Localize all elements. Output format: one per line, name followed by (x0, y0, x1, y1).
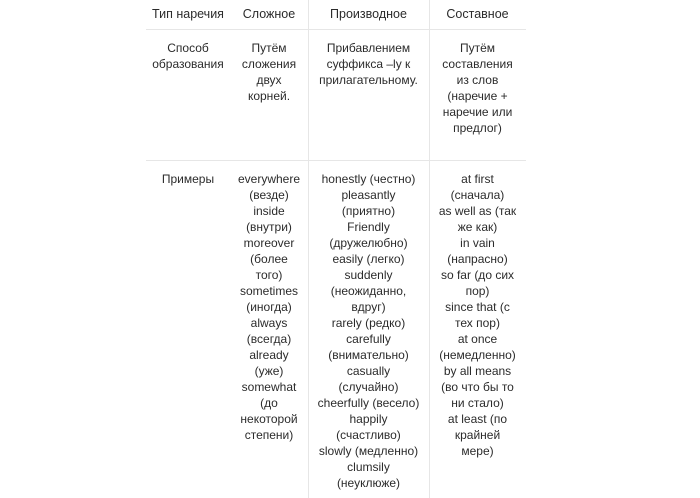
adverb-types-table (146, 0, 526, 498)
derivative-examples: honestly (честно) pleasantly (приятно) Friendly (дружелюбно) easily (легко) suddenly (неожиданно, вдруг) rarely (редко) carefully (внимательно) casually (случайно) cheerfully (весело) happily (счастливо) slowly (медленно) clumsily (неуклюже) (317, 172, 420, 490)
composite-examples: at first (сначала) as well as (так же как) in vain (напрасно) so far (до сих пор) since that (с тех пор) at once (немедленно) by all means (во что бы то ни стало) at least (по крайней мере) (438, 172, 517, 458)
header-compound: Сложное (242, 7, 296, 21)
compound-examples: everywhere (везде) inside (внутри) moreover (более того) sometimes (иногда) always (всегда) already (уже) somewhat (до некоторой степени) (237, 172, 301, 442)
header-composite: Составное (446, 7, 509, 21)
derivative-method: Прибавлением суффикса –ly к прилагательному. (319, 41, 418, 87)
label-formation-method: Способ образования (152, 41, 224, 71)
compound-method: Путём сложения двух корней. (241, 41, 297, 103)
column-adverb-type (146, 0, 230, 498)
column-derivative (308, 0, 429, 498)
header-derivative: Производное (330, 7, 407, 21)
header-adverb-type: Тип наречия (152, 7, 224, 21)
column-compound (230, 0, 308, 498)
label-examples: Примеры (161, 172, 215, 186)
column-composite (429, 0, 526, 498)
composite-method: Путём составления из слов (наречие + наречие или предлог) (442, 41, 513, 135)
